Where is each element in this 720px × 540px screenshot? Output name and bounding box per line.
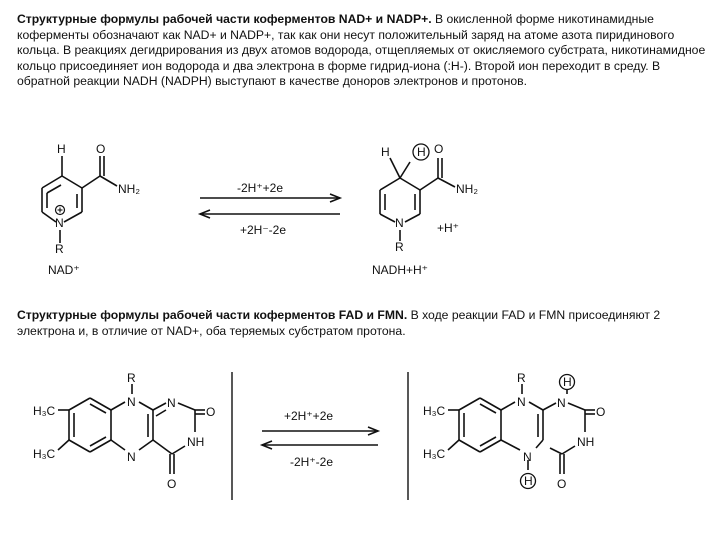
fadh2-atom-h-circled-top: H (563, 375, 572, 389)
fadh2-atom-h-circled-bottom: H (524, 474, 533, 488)
nad-forward-label: -2H⁺+2e (237, 181, 284, 195)
fad-methyl-2: H₃C (33, 447, 56, 461)
nad-atom-nh2: NH₂ (118, 182, 140, 196)
nad-heading: Структурные формулы рабочей части коферментов NAD+ и NADP+. (17, 12, 432, 26)
nadh-atom-o: O (434, 142, 444, 156)
fadh2-atom-n10: N (517, 395, 526, 409)
nad-atom-r: R (55, 242, 64, 256)
fad-arrows (262, 427, 378, 449)
fadh2-atom-n1: N (557, 396, 566, 410)
nad-right-label: NADH+H⁺ (372, 263, 429, 277)
fad-atom-n1: N (167, 396, 176, 410)
fad-atom-nh: NH (187, 435, 205, 449)
nadh-atom-h: H (381, 145, 390, 159)
fad-methyl-1: H₃C (33, 404, 56, 418)
nadh-atom-n: N (395, 216, 404, 230)
fad-reverse-label: -2H⁺-2e (290, 455, 334, 469)
fad-atom-n5: N (127, 450, 136, 464)
fadh2-atom-nh: NH (577, 435, 595, 449)
nadh-atom-r: R (395, 240, 404, 254)
nadh-atom-nh2: NH₂ (456, 182, 478, 196)
fadh2-atom-o4: O (557, 477, 567, 491)
nad-arrows (200, 194, 340, 218)
nad-text: В окисленной форме никотинамидные коферменты обозначают как NAD+ и NADP+, так как они несут положительный заряд на атоме азота пиридинового кольца. В реакциях дегидрирования из двух атомов водорода, отщепляемых от окисляемого субстрата, никотинамидное кольцо присоединяет ион водорода и два электрона в форме гидрид-иона (:Н-). Второй ион переходит в среду. В обратной реакции NADH (NADPH) выступают в качестве доноров электронов и протонов. (17, 12, 706, 88)
fadh2-atom-r: R (517, 371, 526, 385)
fad-text: В ходе реакции FAD и FMN присоединяют 2 электрона и, в отличие от NAD+, оба теряемых субстратом протона. (17, 308, 661, 338)
nad-reverse-label: +2H⁻-2e (240, 223, 287, 237)
fadh2-methyl-1: H₃C (423, 404, 446, 418)
nadh-proton-label: +H⁺ (437, 221, 460, 235)
nad-atom-n: N (55, 216, 64, 230)
fad-atom-o4: O (167, 477, 177, 491)
fad-heading: Структурные формулы рабочей части коферментов FAD и FMN. (17, 308, 408, 322)
nad-oxidized-structure (42, 156, 117, 243)
fad-atom-o2: O (206, 405, 216, 419)
nad-atom-o: O (96, 142, 106, 156)
fadh2-atom-n5: N (523, 450, 532, 464)
fad-atom-r: R (127, 371, 136, 385)
fad-forward-label: +2H⁺+2e (284, 409, 334, 423)
nadh-atom-h-circled: H (417, 145, 426, 159)
fad-atom-n10: N (127, 395, 136, 409)
fadh2-atom-o2: O (596, 405, 606, 419)
nad-atom-h: H (57, 142, 66, 156)
fadh2-methyl-2: H₃C (423, 447, 446, 461)
nad-left-label: NAD⁺ (48, 263, 80, 277)
fadh2-reduced-structure (448, 375, 595, 489)
